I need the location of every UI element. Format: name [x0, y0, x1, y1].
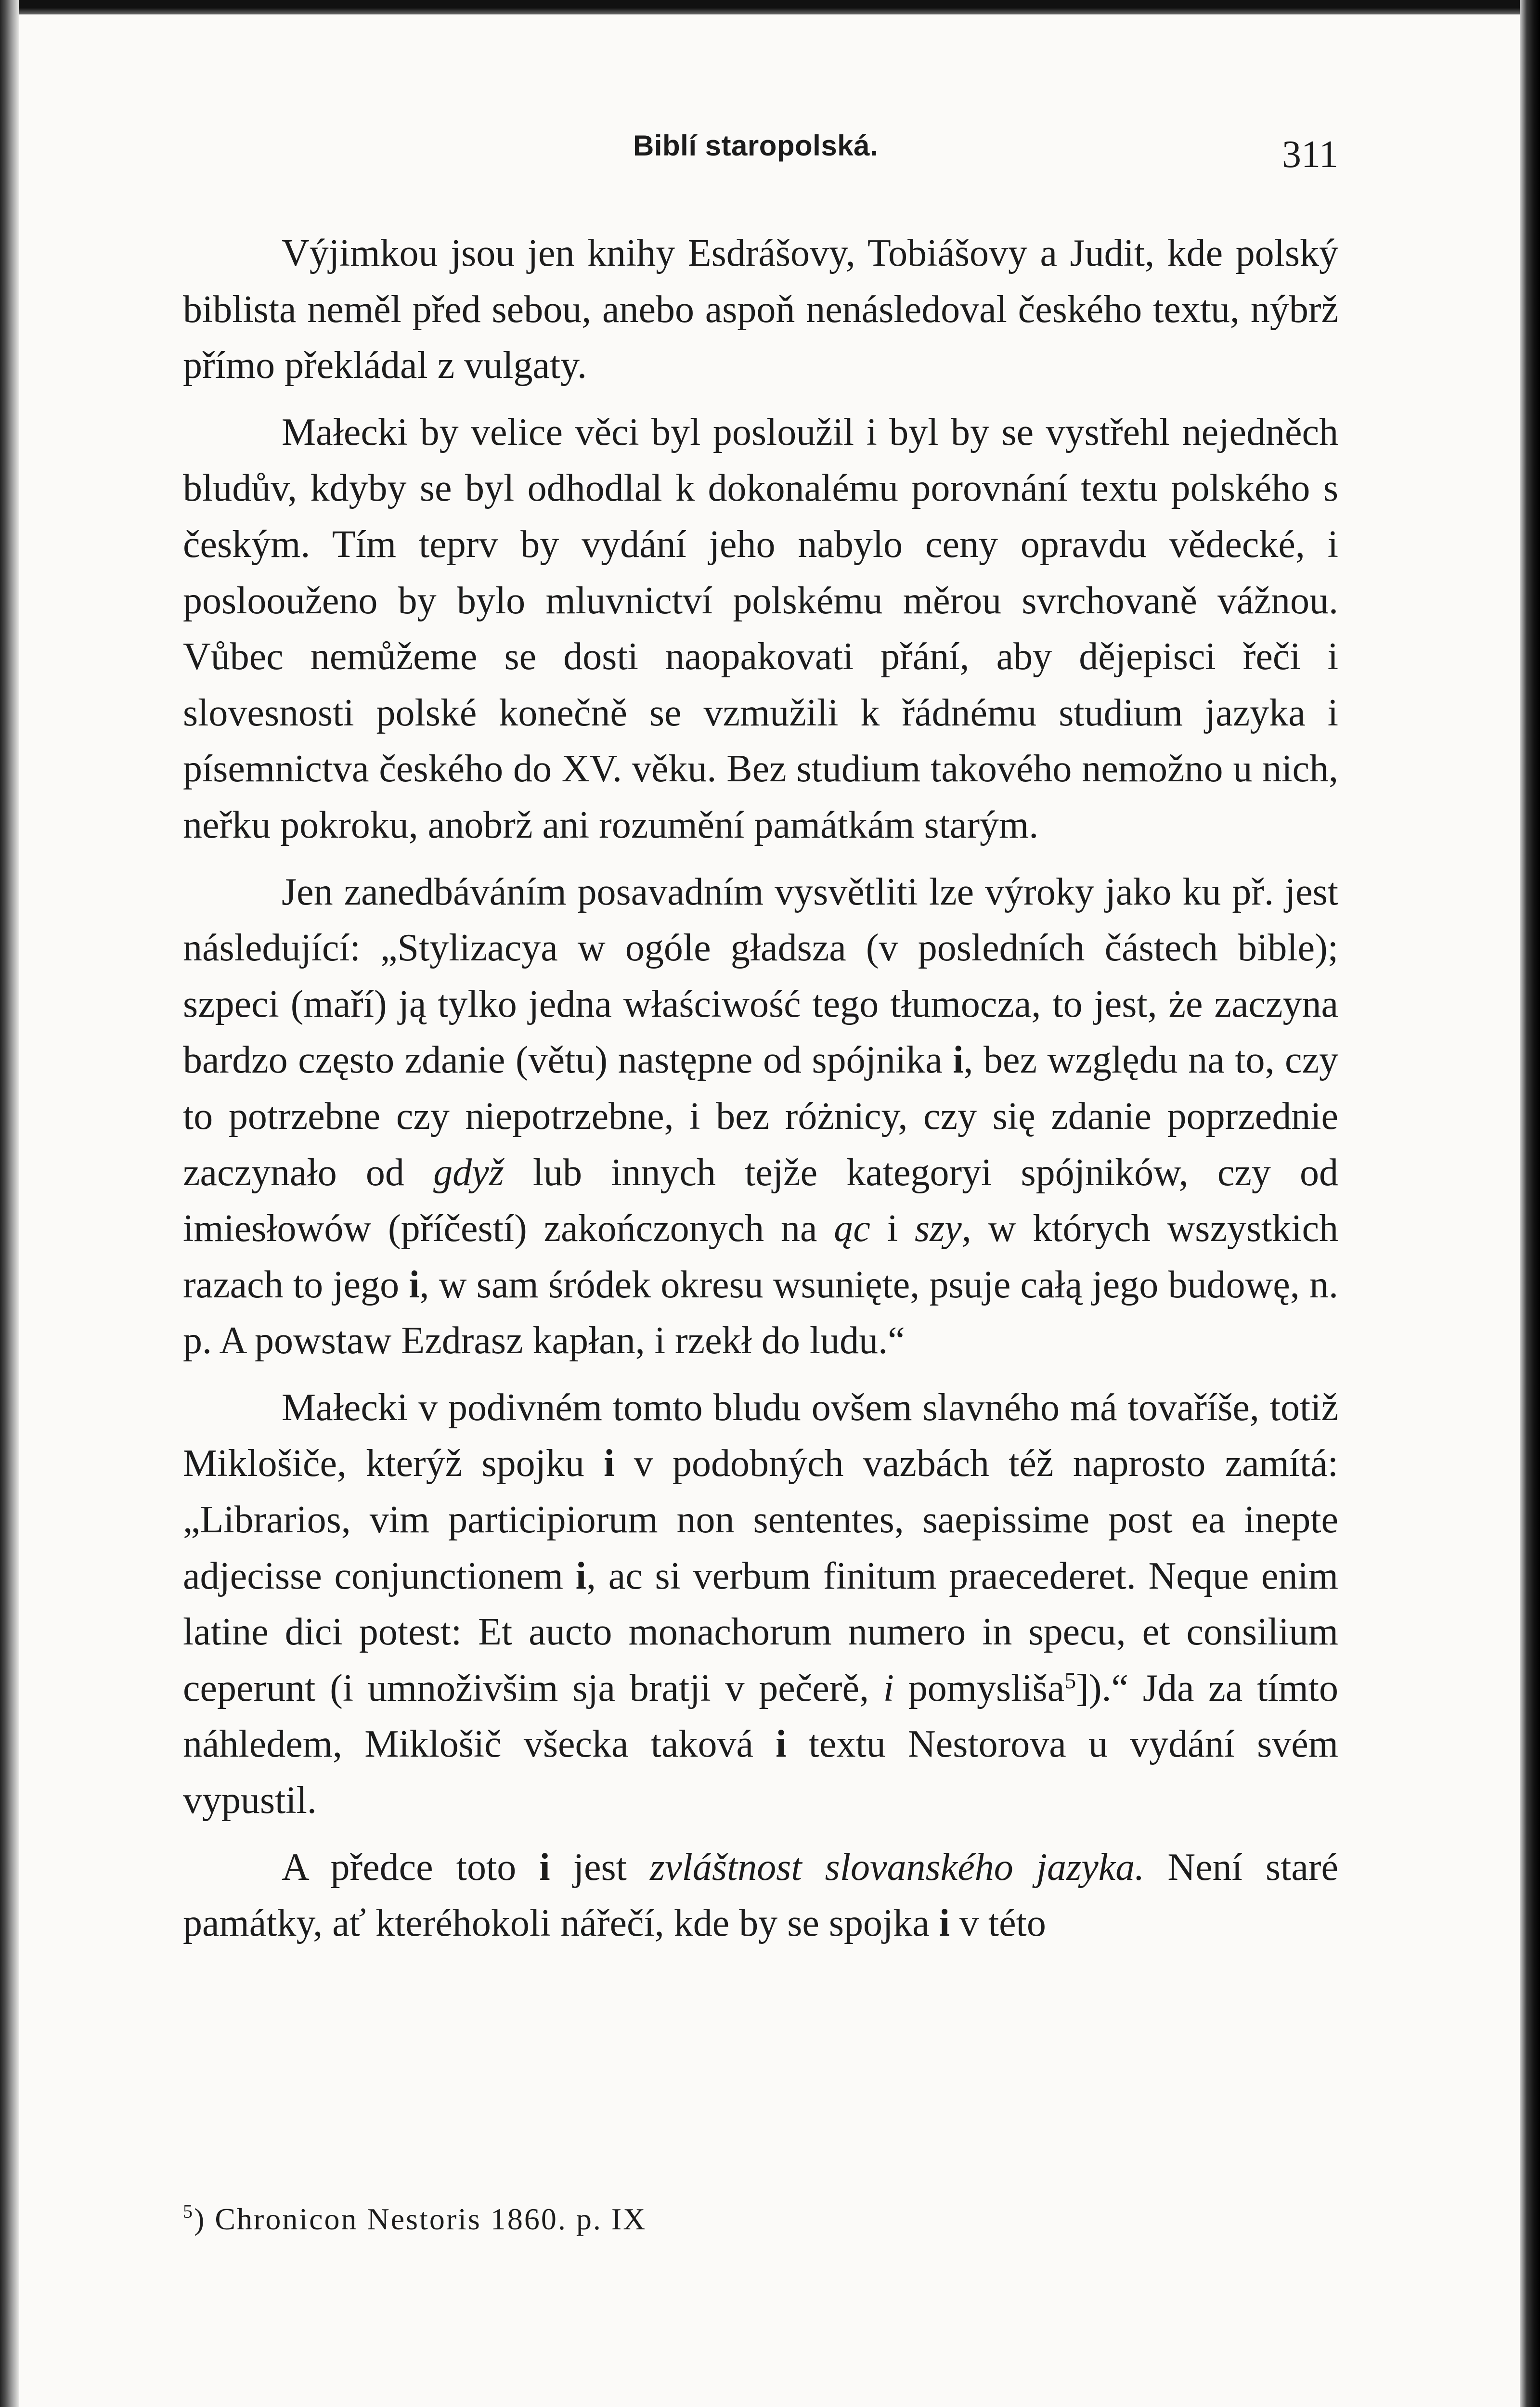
text-segment: , w których wszystkich razach to jego — [183, 1207, 1339, 1306]
text-segment: Výjimkou jsou jen knihy Esdrášovy, Tobiášovy a Judit, kde polský biblista neměl před sebou, anebo aspoň nenásledoval českého textu, nýbrž přímo překládal z vulgaty. — [183, 232, 1338, 387]
text-segment: , ac si verbum finitum praecederet. Neque enim latine dici potest: Et aucto monachorum numero in specu, et consilium ceperunt (i umnoživšim sja bratji v pečerě, — [183, 1554, 1338, 1709]
paragraph-p4 — [183, 1380, 1338, 1829]
paragraph-p3 — [183, 864, 1338, 1369]
text-segment: i — [776, 1723, 787, 1766]
running-title: Biblí staropolská. — [633, 129, 879, 162]
text-segment: i — [604, 1442, 615, 1485]
running-head — [183, 129, 1338, 177]
text-segment: i — [870, 1207, 915, 1250]
text-segment: i — [575, 1554, 586, 1597]
paragraph-p1 — [183, 225, 1338, 394]
text-segment: lub innych tejže kategoryi spójników, czy od imiesłowów (příčestí) zakończonych na — [183, 1151, 1339, 1250]
text-segment: i — [883, 1667, 894, 1709]
text-segment: i — [409, 1263, 420, 1306]
text-segment: i — [539, 1846, 550, 1889]
text-segment: , bez względu na to, czy to potrzebne czy niepotrzebne, i bez różnicy, czy się zdanie poprzednie zaczynało od — [183, 1039, 1339, 1194]
body-text — [183, 225, 1338, 1952]
footnote-text: ) Chronicon Nestoris 1860. p. IX — [194, 2202, 647, 2236]
text-segment: Jen zanedbáváním posavadním vysvětliti lze výroky jako ku př. jest následující: „Stylizacya w ogóle gładsza (v posledních částech bible); szpeci (maří) ją tylko jedna właściwość tego tłumocza, to jest, że zaczyna bardzo często zdanie (větu) następne od spójnika — [183, 870, 1338, 1082]
book-page — [183, 0, 1338, 2407]
paragraph-p5 — [183, 1839, 1338, 1952]
text-segment: Není staré památky, ať kteréhokoli nářečí, kde by se spojka — [183, 1846, 1339, 1945]
text-segment: zvláštnost slovanského jazyka. — [649, 1846, 1145, 1889]
text-segment: 5 — [1064, 1668, 1076, 1694]
text-segment: textu Nestorova u vydání svém vypustil. — [183, 1723, 1339, 1822]
text-segment: ]).“ Jda za tímto náhledem, Miklošič všecka taková — [183, 1667, 1339, 1766]
text-segment: i — [939, 1902, 950, 1945]
page-number: 311 — [1281, 133, 1338, 176]
text-segment: A předce toto — [282, 1846, 540, 1889]
text-segment: ąc — [834, 1207, 870, 1250]
text-segment: Małecki by velice věci byl posloužil i byl by se vystřehl nejedněch bludův, kdyby se byl odhodlal k dokonalému porovnání textu polského s českým. Tím teprv by vydání jeho nabylo ceny opravdu vědecké, i posloouženo by bylo mluvnictví polskému měrou svrchovaně vážnou. Vůbec nemůžeme se dosti naopakovati přání, aby dějepisci řeči i slovesnosti polské konečně se vzmužili k řádnému studium jazyka i písemnictva českého do XV. věku. Bez studium takového nemožno u nich, neřku pokroku, anobrž ani rozumění památkám starým. — [183, 411, 1338, 846]
text-segment: i — [953, 1039, 964, 1082]
scan-right-edge — [1520, 0, 1540, 2407]
text-segment: szy — [914, 1207, 962, 1250]
text-segment: Małecki v podivném tomto bludu ovšem slavného má tovaříše, totiž Miklošiče, kterýž spojku — [183, 1386, 1338, 1485]
footnote — [183, 2200, 647, 2237]
paragraph-p2 — [183, 404, 1338, 854]
text-segment: v této — [949, 1902, 1046, 1945]
text-segment: gdyž — [433, 1151, 504, 1194]
text-segment: v podobných vazbách též naprosto zamítá: „Librarios, vim participiorum non sententes, saepissime post ea inepte adjecisse conjunctionem — [183, 1442, 1339, 1597]
text-segment: pomyslišа — [894, 1667, 1065, 1709]
text-segment: , w sam śródek okresu wsunięte, psuje całą jego budowę, n. p. A powstaw Ezdrasz kapłan, i rzekł do ludu.“ — [183, 1263, 1338, 1362]
scan-left-edge — [0, 0, 19, 2407]
footnote-mark: 5 — [183, 2200, 194, 2222]
text-segment: jest — [550, 1846, 650, 1889]
